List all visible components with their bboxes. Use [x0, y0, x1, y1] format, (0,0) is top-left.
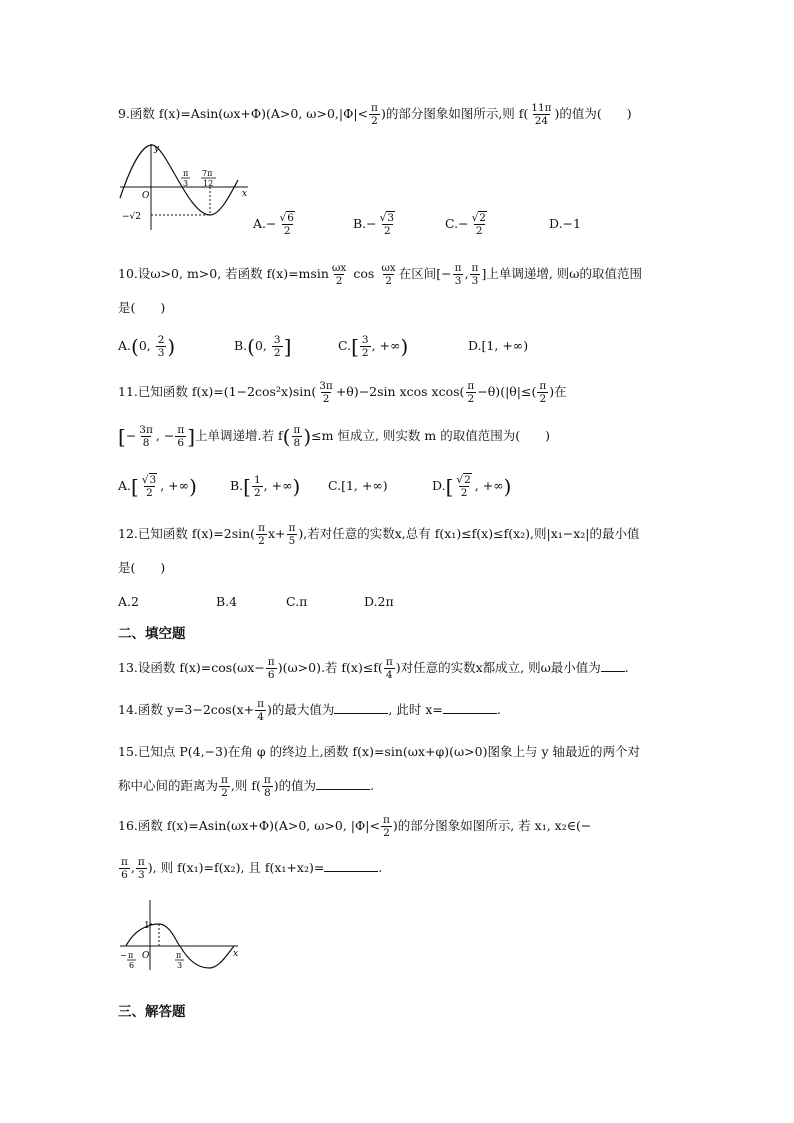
- q12-options: [118, 592, 394, 612]
- q11-option-b[interactable]: B.[ $\frac{1}{2}$ , +∞): [230, 474, 301, 499]
- section-fill-in-title: 二、填空题: [118, 626, 186, 642]
- q9-arg-frac: $\frac{11\pi}{24}$: [531, 102, 552, 127]
- q9-graph-x-label: x: [242, 189, 248, 199]
- q9-lead: 9.函数 f(x)=Asin(ωx+Φ)(A>0, ω>0,|Φ|<: [118, 106, 369, 121]
- q13-line: 13.设函数 f(x)=cos(ωx− $\frac{\pi}{6}$ )(ω>0).若 f(x)≤f( $\frac{\pi}{4}$ )对任意的实数x都成立, 则ω最小值为 .: [118, 656, 629, 681]
- q10-option-c[interactable]: C.[ $\frac{3}{2}$ , +∞): [338, 334, 409, 359]
- q9-graph-tick2-num: 7π: [202, 169, 213, 178]
- q12-option-a[interactable]: A.2: [118, 594, 139, 609]
- q11-line1: 11.已知函数 f(x)=(1−2cos²x)sin( $\frac{3\pi}{2}$ +θ)−2sin xcos xcos( $\frac{\pi}{2}$ −θ)(|θ|≤( $\frac{\pi}{2}$ )在: [118, 380, 567, 405]
- q9-option-a[interactable]: A.− $\frac{√6}{2}$: [253, 212, 294, 237]
- q15-line2: 称中心间的距离为 $\frac{\pi}{2}$ ,则 f( $\frac{\pi}{8}$ )的值为 .: [118, 774, 375, 799]
- q15-answer-blank[interactable]: [316, 775, 370, 790]
- q14-max-blank[interactable]: [334, 699, 388, 714]
- q11-option-c[interactable]: C.[1, +∞): [328, 478, 388, 493]
- q9-line1: [118, 102, 632, 127]
- q11-options: [118, 474, 511, 499]
- q9-tail: )的值为( ): [554, 106, 632, 121]
- q14-x-blank[interactable]: [443, 699, 497, 714]
- q9-frac: $\frac{\pi}{2}$: [371, 102, 378, 127]
- q16-graph-x-label: x: [233, 949, 239, 959]
- q9-graph-y-label: y: [154, 144, 160, 154]
- q9-graph-origin: O: [142, 191, 150, 201]
- q12-option-b[interactable]: B.4: [216, 594, 238, 609]
- q11-line2: [− $\frac{3\pi}{8}$ , − $\frac{\pi}{6}$ ]上单调递增.若 f( $\frac{\pi}{8}$ )≤m 恒成立, 则实数 m 的取值范围为( ): [118, 424, 550, 449]
- q12-line2: 是( ): [118, 560, 166, 575]
- q10-line2: 是( ): [118, 300, 166, 315]
- svg-text:−: −: [120, 951, 127, 960]
- q9-options: [253, 212, 581, 237]
- q16-graph-tick1-den: 6: [129, 961, 135, 970]
- q16-graph-tick1-num: π: [128, 951, 134, 960]
- q16-graph-tick2-den: 3: [177, 961, 183, 970]
- q16-graph-origin: O: [142, 951, 150, 961]
- q12-option-c[interactable]: C.π: [286, 594, 308, 609]
- q12-option-d[interactable]: D.2π: [364, 594, 394, 609]
- q9-graph: [118, 140, 253, 235]
- q15-line1: 15.已知点 P(4,−3)在角 φ 的终边上,函数 f(x)=sin(ωx+φ)(ω>0)图象上与 y 轴最近的两个对: [118, 744, 640, 759]
- q16-graph-one: 1: [144, 921, 150, 931]
- q12-line1: 12.已知函数 f(x)=2sin( $\frac{\pi}{2}$ x+ $\frac{\pi}{5}$ ),若对任意的实数x,总有 f(x₁)≤f(x)≤f(x₂),则|x₁−x₂|的最小值: [118, 522, 640, 547]
- q9-option-b[interactable]: B.− $\frac{√3}{2}$: [353, 212, 395, 237]
- section-solution-title: 三、解答题: [118, 1004, 186, 1020]
- q9-graph-ymin: −√2: [122, 212, 142, 222]
- q9-option-c[interactable]: C.− $\frac{√2}{2}$: [445, 212, 486, 237]
- q10-option-a[interactable]: A.(0, $\frac{2}{3}$ ): [118, 334, 176, 359]
- q9-mid: )的部分图象如图所示,则 f(: [380, 106, 529, 121]
- q13-answer-blank[interactable]: [601, 657, 625, 672]
- q11-option-a[interactable]: A.[ $\frac{√3}{2}$ , +∞): [118, 474, 197, 499]
- q9-graph-tick1-den: 3: [183, 179, 189, 188]
- q10-options: [118, 334, 528, 359]
- q16-line2: $\frac{\pi}{6}$ , $\frac{\pi}{3}$ ), 则 f(x₁)=f(x₂), 且 f(x₁+x₂)= .: [121, 856, 383, 881]
- q16-line1: 16.函数 f(x)=Asin(ωx+Φ)(A>0, ω>0, |Φ|< $\frac{\pi}{2}$ )的部分图象如图所示, 若 x₁, x₂∈(−: [118, 814, 592, 839]
- q16-answer-blank[interactable]: [324, 857, 378, 872]
- q11-option-d[interactable]: D.[ $\frac{√2}{2}$ , +∞): [432, 474, 512, 499]
- q10-option-d[interactable]: D.[1, +∞): [468, 338, 529, 353]
- q9-option-d[interactable]: D.−1: [549, 216, 581, 231]
- q9-graph-tick2-den: 12: [203, 179, 214, 188]
- q16-graph-tick2-num: π: [176, 951, 182, 960]
- q14-line: 14.函数 y=3−2cos(x+ $\frac{\pi}{4}$ )的最大值为 , 此时 x= .: [118, 698, 501, 723]
- q16-graph: [118, 896, 248, 974]
- q9-graph-tick1-num: π: [183, 169, 189, 178]
- q10-line1: 10.设ω>0, m>0, 若函数 f(x)=msin $\frac{\omega x}{2}$ cos $\frac{\omega x}{2}$ 在区间[− $\frac{\pi}{3}$ , $\frac{\pi}{3}$ ]上单调递增, 则ω的取值范围: [118, 262, 642, 287]
- q10-option-b[interactable]: B.(0, $\frac{3}{2}$ ]: [234, 334, 292, 359]
